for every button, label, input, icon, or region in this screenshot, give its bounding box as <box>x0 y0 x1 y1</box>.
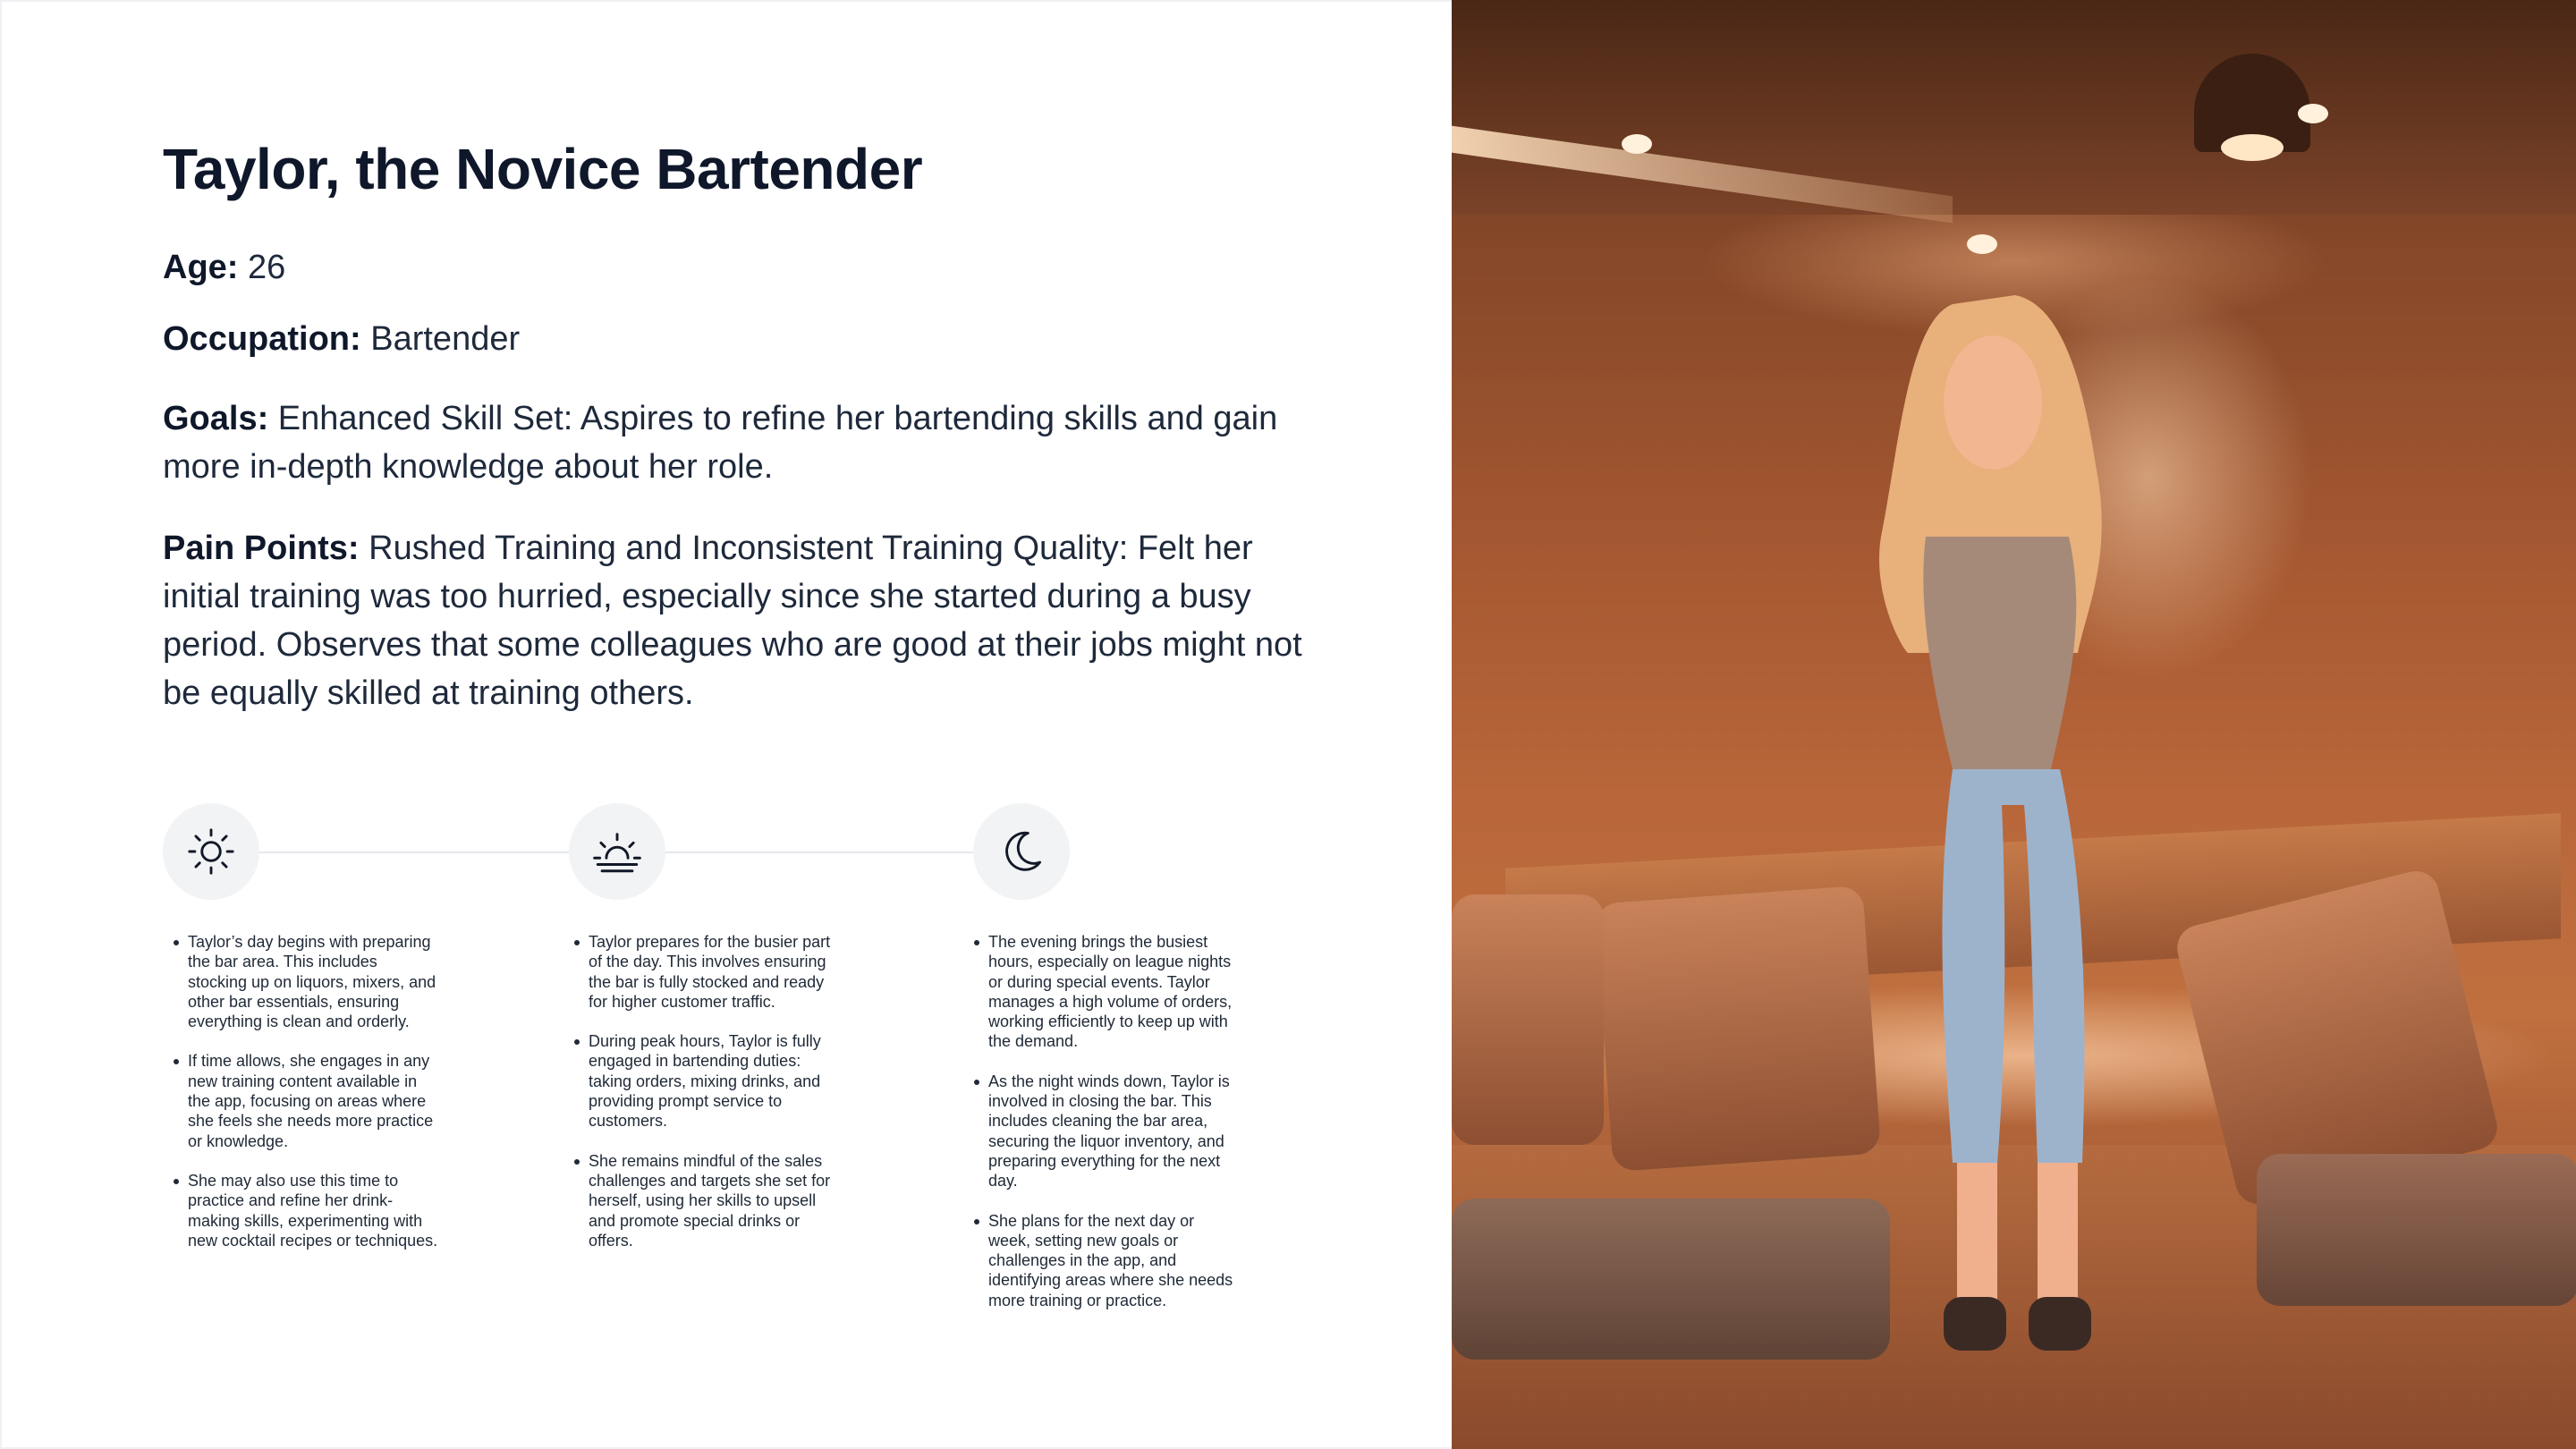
photo-person <box>1845 268 2140 1413</box>
list-item: She plans for the next day or week, setting new goals or challenges in the app, and identifying areas where she needs more training or practice. <box>972 1211 1241 1310</box>
list-item: Taylor prepares for the busier part of the day. This involves ensuring the bar is fully stocked and ready for higher customer traffic. <box>572 932 841 1012</box>
sunset-icon <box>569 803 665 900</box>
goals-value: Enhanced Skill Set: Aspires to refine her bartending skills and gain more in-depth knowledge about her role. <box>163 400 1278 486</box>
list-item: During peak hours, Taylor is fully engaged in bartending duties: taking orders, mixing drinks, and providing prompt service to customers. <box>572 1031 841 1131</box>
occupation-field <box>163 315 1308 363</box>
list-item: Taylor’s day begins with preparing the bar area. This includes stocking up on liquors, mixers, and other bar essentials, ensuring everything is clean and orderly. <box>172 932 440 1031</box>
photo-cushion <box>2257 1154 2576 1306</box>
photo-ceiling-light <box>1967 234 1997 254</box>
goals-field <box>163 394 1308 491</box>
goals-label: Goals: <box>163 400 269 437</box>
list-item: The evening brings the busiest hours, especially on league nights or during special events. Taylor manages a high volume of orders, working efficiently to keep up with the demand. <box>972 932 1241 1052</box>
evening-column <box>972 932 1241 1330</box>
pain-points-value: Rushed Training and Inconsistent Training Quality: Felt her initial training was too hurried, especially since she started during a busy period. Observes that some colleagues who are good at their jobs might not be equally skilled at training others. <box>163 530 1302 712</box>
photo-ceiling-light <box>2298 104 2328 123</box>
photo-cushion <box>1595 886 1881 1172</box>
morning-list <box>172 932 440 1250</box>
page-title: Taylor, the Novice Bartender <box>163 137 923 201</box>
occupation-value: Bartender <box>360 320 521 358</box>
moon-icon <box>973 803 1070 900</box>
list-item: If time allows, she engages in any new training content available in the app, focusing on areas where she feels she needs more practice or knowledge. <box>172 1051 440 1150</box>
photo-ceiling <box>1452 0 2576 215</box>
pain-points-label: Pain Points: <box>163 530 360 567</box>
age-value: 26 <box>238 249 286 286</box>
photo-ceiling-light <box>1622 134 1652 154</box>
persona-photo <box>1452 0 2576 1449</box>
photo-lamp-glow <box>2221 134 2284 161</box>
afternoon-column <box>572 932 841 1270</box>
age-label: Age: <box>163 249 239 286</box>
morning-column <box>172 932 440 1270</box>
list-item: She may also use this time to practice and refine her drink-making skills, experimenting with new cocktail recipes or techniques. <box>172 1171 440 1250</box>
age-field <box>163 243 1308 292</box>
photo-cushion <box>1452 1199 1890 1360</box>
pain-points-field <box>163 524 1308 717</box>
occupation-label: Occupation: <box>163 320 361 358</box>
list-item: She remains mindful of the sales challenges and targets she set for herself, using her skills to upsell and promote special drinks or offers. <box>572 1151 841 1250</box>
sun-icon <box>163 803 259 900</box>
photo-cushion <box>1452 894 1604 1145</box>
afternoon-list <box>572 932 841 1250</box>
evening-list <box>972 932 1241 1310</box>
list-item: As the night winds down, Taylor is involved in closing the bar. This includes cleaning the bar area, securing the liquor inventory, and preparing everything for the next day. <box>972 1072 1241 1191</box>
